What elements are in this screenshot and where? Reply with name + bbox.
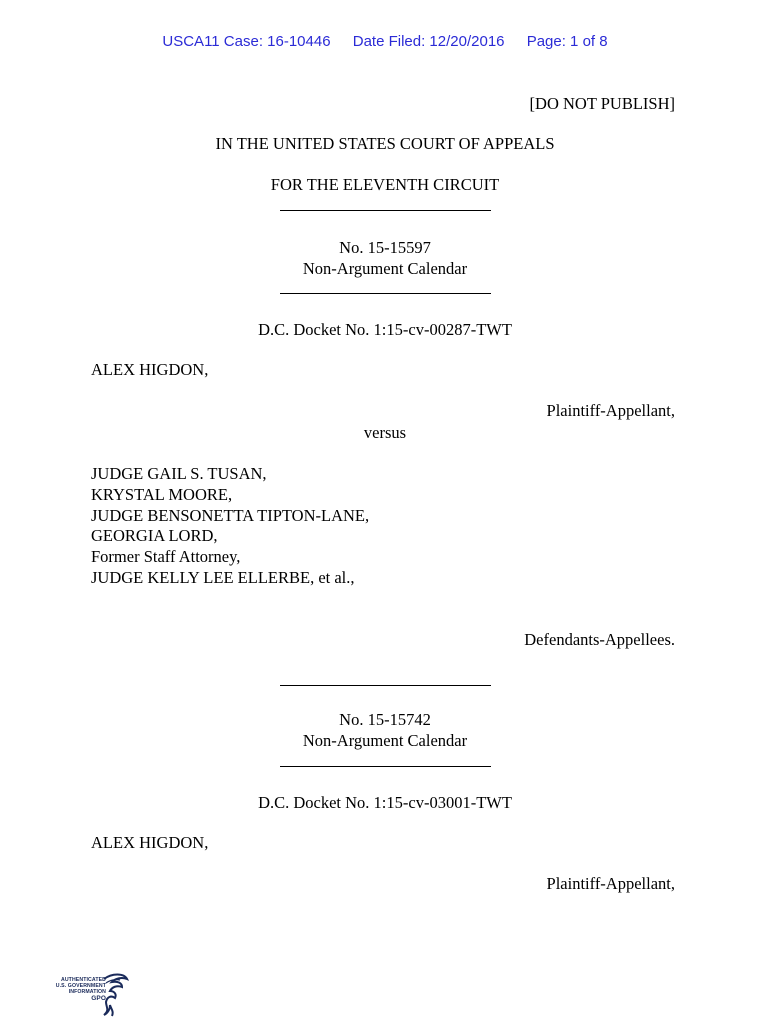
filing-stamp [0,33,770,50]
date-filed-stamp: Date Filed: 12/20/2016 [352,33,505,50]
versus-label: versus [363,423,407,442]
defendant-line: JUDGE GAIL S. TUSAN, [91,464,267,483]
defendant-line: JUDGE KELLY LEE ELLERBE, et al., [91,568,355,587]
plaintiff-role-2: Plaintiff-Appellant, [546,874,675,893]
gpo-authentication-seal [44,973,132,1017]
eagle-icon [100,973,130,1017]
defendant-line: GEORGIA LORD, [91,526,218,545]
page-count-stamp: Page: 1 of 8 [526,33,608,50]
docket-number-2: D.C. Docket No. 1:15-cv-03001-TWT [258,793,512,812]
defendant-line: Former Staff Attorney, [91,547,241,566]
divider-rule [280,766,491,767]
docket-number-1: D.C. Docket No. 1:15-cv-00287-TWT [258,320,512,339]
divider-rule [280,293,491,294]
defendant-line: KRYSTAL MOORE, [91,485,233,504]
plaintiff-name-2: ALEX HIGDON, [91,833,209,852]
calendar-type-1: Non-Argument Calendar [302,259,468,278]
seal-text: AUTHENTICATED U.S. GOVERNMENT INFORMATION GPO [55,977,106,1002]
case-number-stamp: USCA11 Case: 16-10446 [162,33,331,50]
divider-rule [280,210,491,211]
plaintiff-role-1: Plaintiff-Appellant, [546,401,675,420]
defendant-line: JUDGE BENSONETTA TIPTON-LANE, [91,506,370,525]
calendar-type-2: Non-Argument Calendar [302,731,468,750]
plaintiff-name-1: ALEX HIGDON, [91,360,209,379]
appeal-number-1: No. 15-15597 [339,238,431,257]
appeal-number-2: No. 15-15742 [339,710,431,729]
publish-note: [DO NOT PUBLISH] [529,94,675,113]
court-name: IN THE UNITED STATES COURT OF APPEALS [215,134,555,153]
defendants-role: Defendants-Appellees. [524,630,675,649]
divider-rule [280,685,491,686]
circuit-name: FOR THE ELEVENTH CIRCUIT [270,175,500,194]
